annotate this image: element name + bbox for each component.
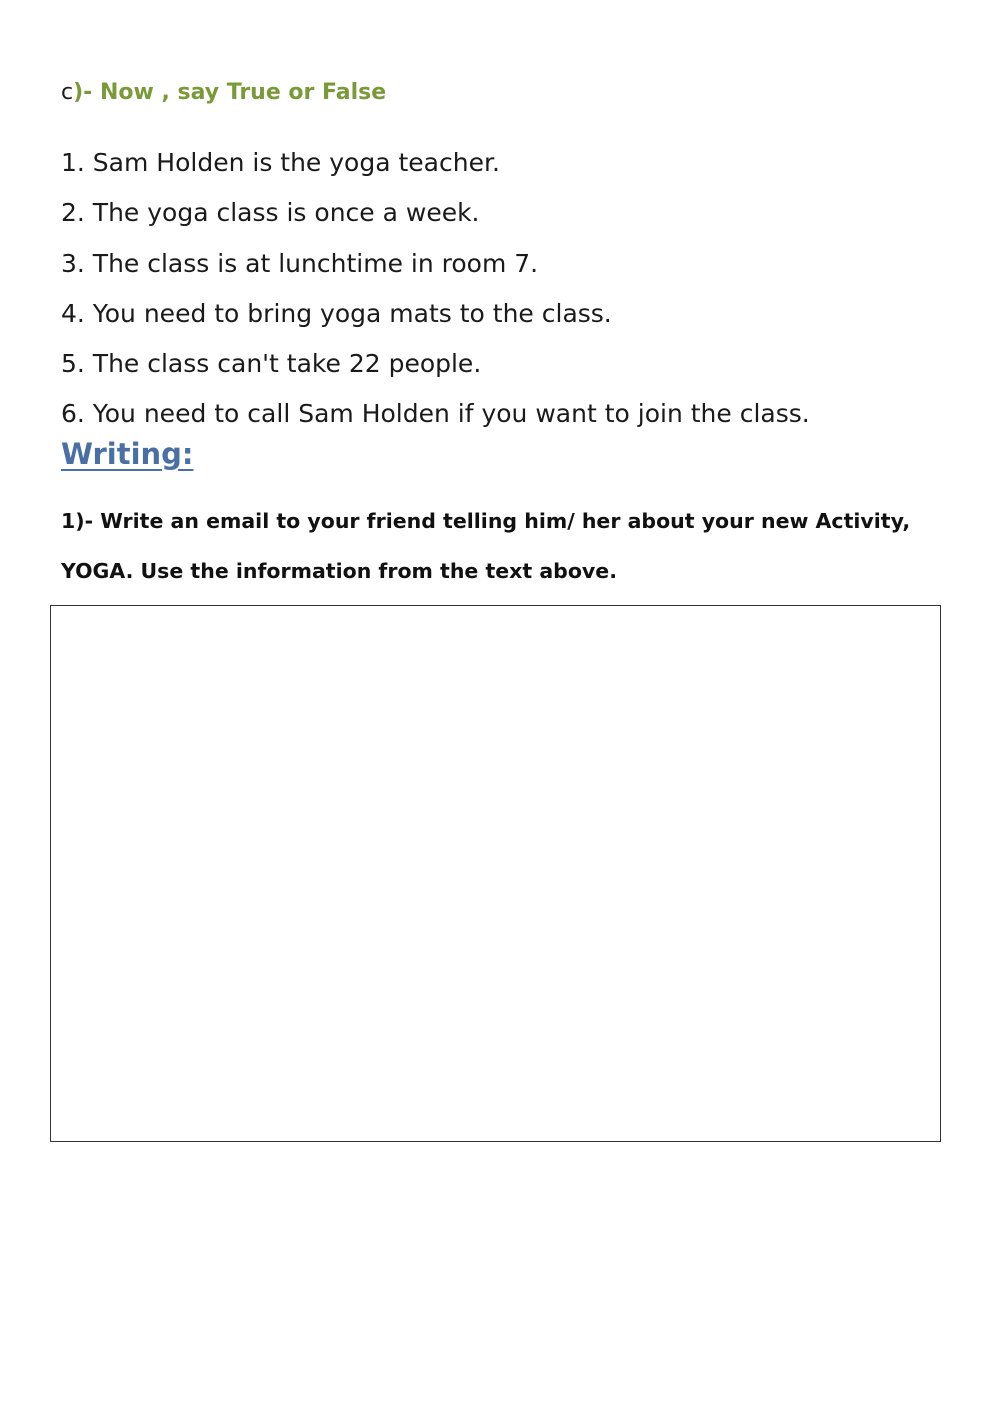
statement-2[interactable]: 2. The yoga class is once a week. [61, 198, 480, 228]
writing-instruction: 1)- Write an email to your friend telling him/ her about your new Activity, YOGA. Use the information from the text above. [61, 509, 911, 583]
statement-4[interactable]: 4. You need to bring yoga mats to the class. [61, 298, 612, 328]
statement-3[interactable]: 3. The class is at lunchtime in room 7. [61, 248, 539, 278]
statement-5[interactable]: 5. The class can't take 22 people. [61, 349, 482, 379]
true-false-section-title [61, 80, 386, 105]
writing-heading: Writing: [61, 437, 194, 471]
statement-6[interactable]: 6. You need to call Sam Holden if you want to join the class. [61, 399, 810, 429]
answer-box[interactable] [50, 605, 941, 1142]
email-answer-input[interactable] [51, 606, 940, 1141]
section-prefix: c [61, 80, 74, 105]
true-false-statements [61, 138, 810, 440]
statement-1[interactable]: 1. Sam Holden is the yoga teacher. [61, 148, 500, 177]
section-title-text: )- Now , say True or False [73, 80, 387, 105]
